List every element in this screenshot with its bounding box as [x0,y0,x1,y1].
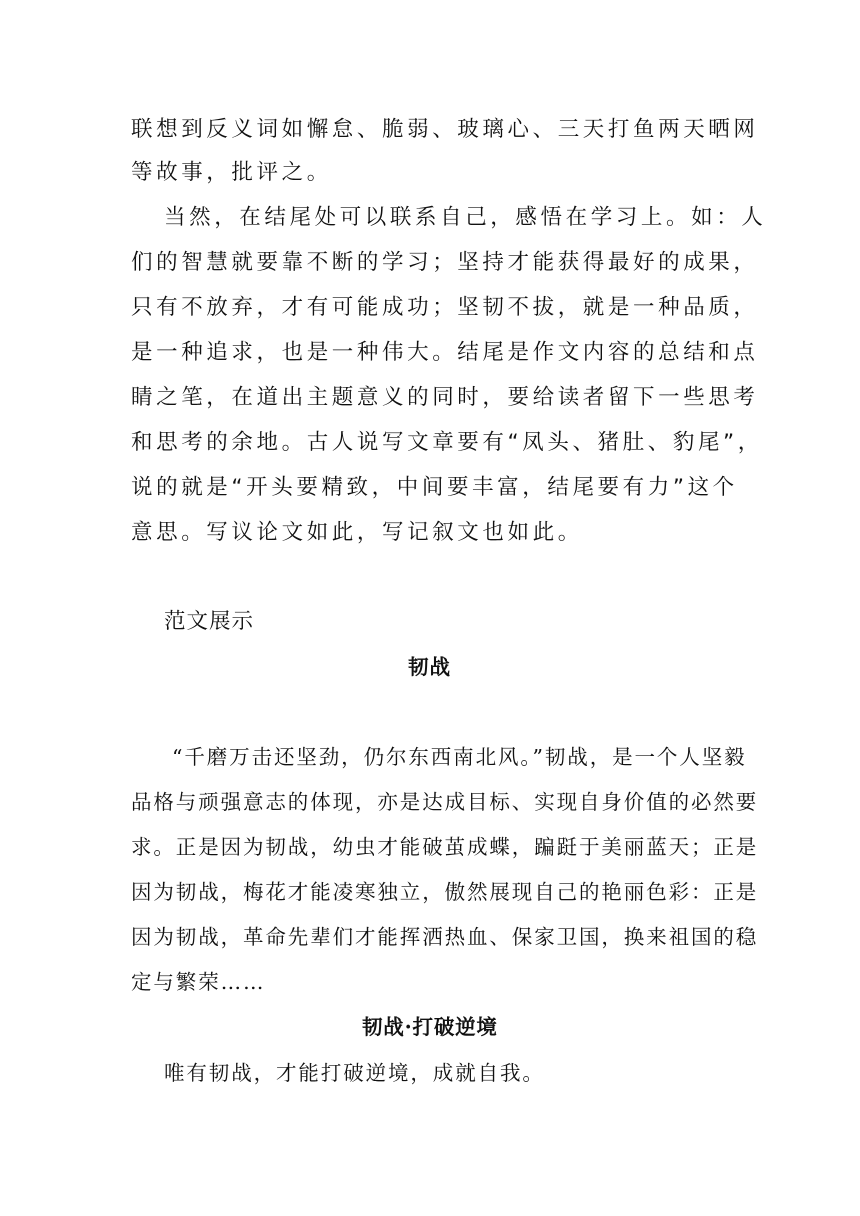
intro-line-7: 睛之笔，在道出主题意义的同时，要给读者留下一些思考 [131,385,759,410]
intro-line-2: 等故事，批评之。 [131,160,332,185]
intro-line-6: 是一种追求，也是一种伟大。结尾是作文内容的总结和点 [131,340,759,365]
essay-line-5: 因为韧战，革命先辈们才能挥洒热血、保家卫国，换来祖国的稳 [131,925,759,949]
essay-line-6: 定与繁荣…… [131,970,266,994]
essay-last-line: 唯有韧战，才能打破逆境，成就自我。 [164,1061,545,1085]
section-title: 范文展示 [164,609,255,634]
essay-line-2: 品格与顽强意志的体现，亦是达成目标、实现自身价值的必然要 [131,790,759,814]
essay-subheading: 韧战·打破逆境 [362,1015,498,1039]
essay-title: 韧战 [408,655,451,679]
intro-line-3: 当然，在结尾处可以联系自己，感悟在学习上。如：人 [164,205,767,230]
intro-line-5: 只有不放弃，才有可能成功；坚韧不拔，就是一种品质， [131,295,759,320]
intro-line-4: 们的智慧就要靠不断的学习；坚持才能获得最好的成果， [131,250,759,275]
intro-line-9: 说的就是“开头要精致，中间要丰富，结尾要有力”这个 [131,475,738,500]
essay-line-4: 因为韧战，梅花才能凌寒独立，傲然展现自己的艳丽色彩：正是 [131,880,759,904]
intro-line-1: 联想到反义词如懈怠、脆弱、玻璃心、三天打鱼两天晒网 [131,117,759,142]
intro-line-8: 和思考的余地。古人说写文章要有“凤头、猪肚、豹尾”， [131,430,763,455]
intro-line-10: 意思。写议论文如此，写记叙文也如此。 [131,520,583,545]
essay-line-3: 求。正是因为韧战，幼虫才能破茧成蝶，蹁跹于美丽蓝天；正是 [131,835,759,859]
essay-line-1: “千磨万击还坚劲，仍尔东西南北风。”韧战，是一个人坚毅 [172,745,747,769]
